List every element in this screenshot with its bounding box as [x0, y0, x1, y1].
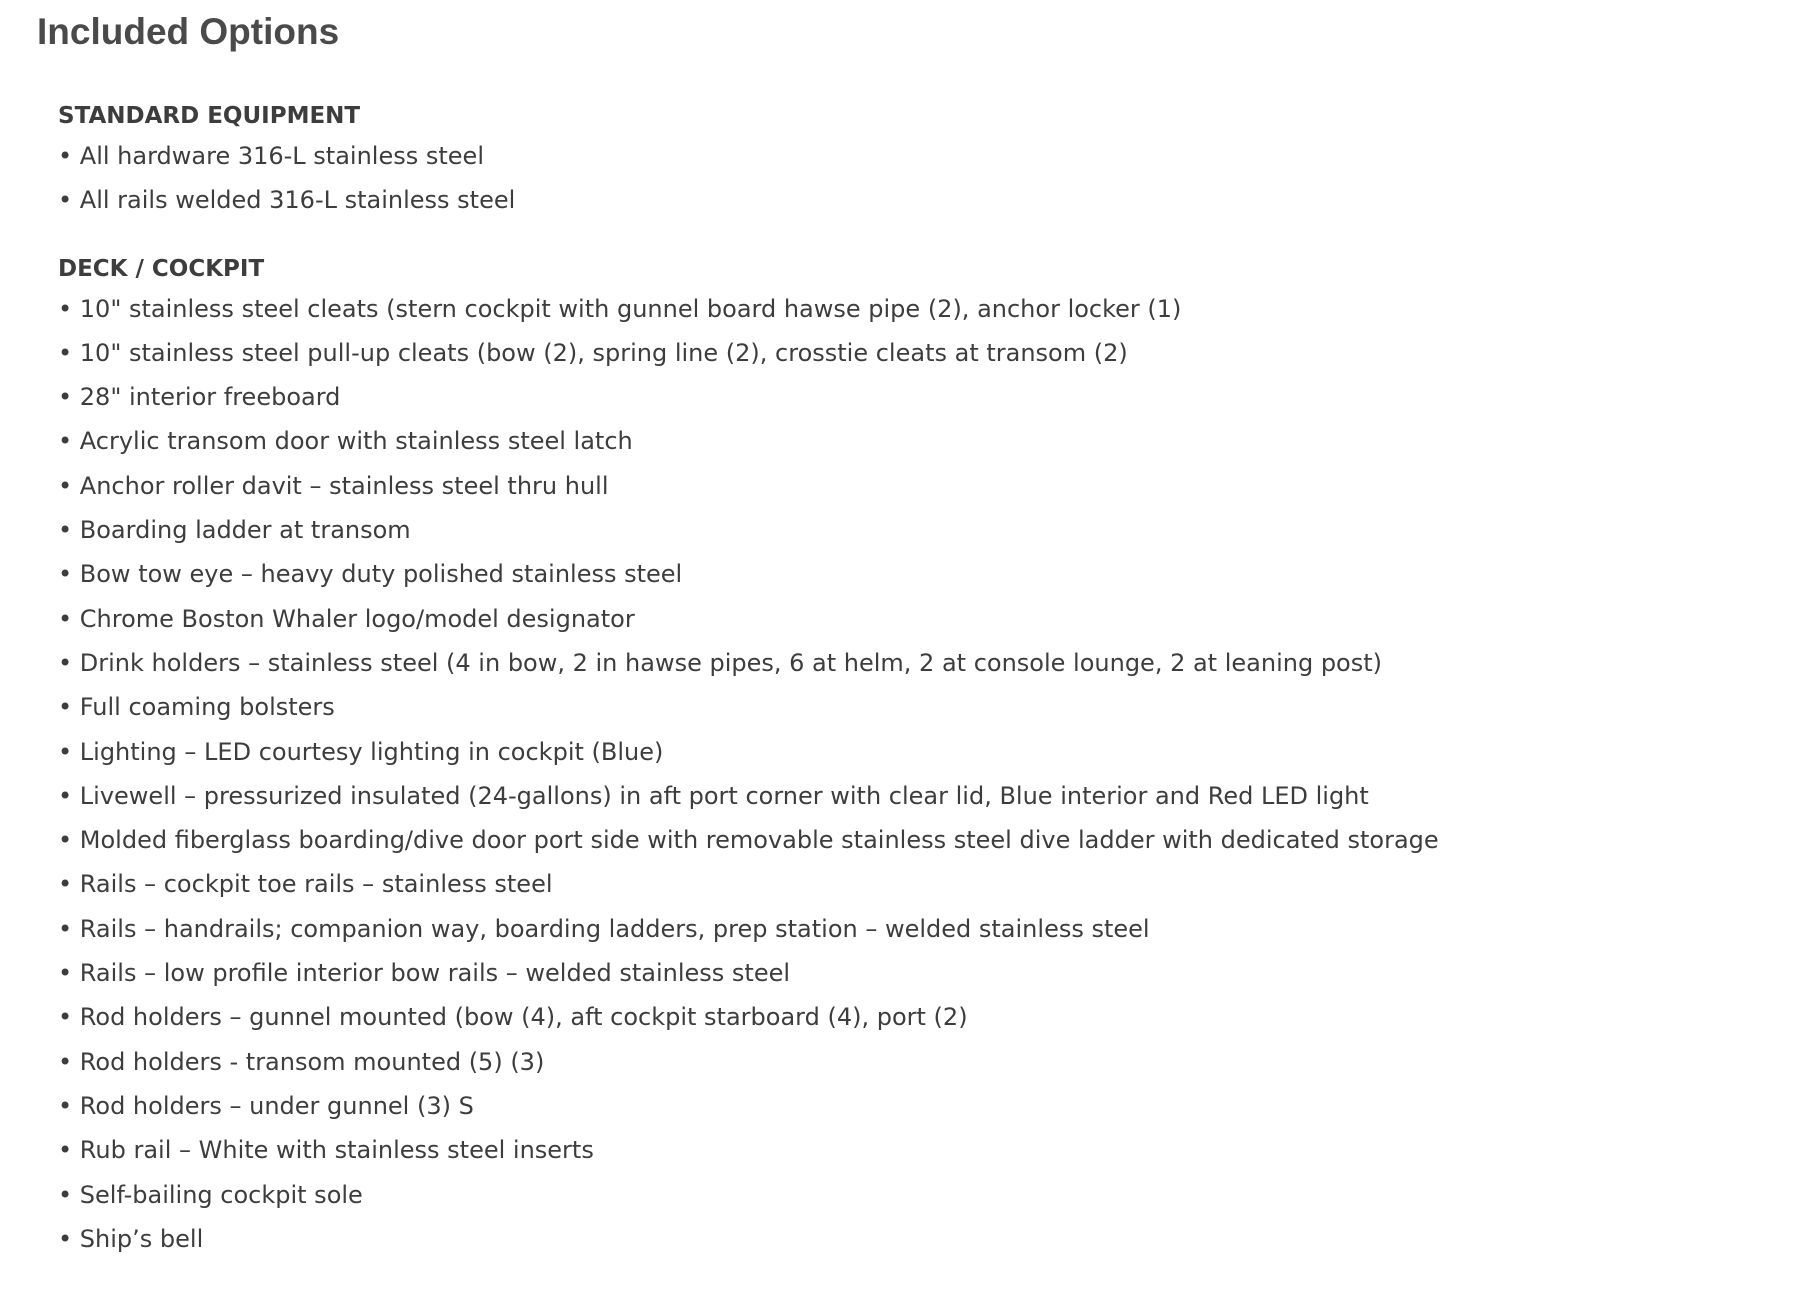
list-item: • Drink holders – stainless steel (4 in bow, 2 in hawse pipes, 6 at helm, 2 at console lounge, 2 at leaning post)	[58, 648, 1383, 677]
list-item: • Acrylic transom door with stainless steel latch	[58, 427, 633, 456]
list-item: • Rub rail – White with stainless steel inserts	[58, 1136, 594, 1165]
list-item: • Anchor roller davit – stainless steel thru hull	[58, 471, 609, 500]
list-item: • 28" interior freeboard	[58, 383, 341, 412]
section-heading: STANDARD EQUIPMENT	[58, 103, 361, 129]
list-item: • All rails welded 316-L stainless steel	[58, 186, 516, 215]
list-item: • Rod holders – under gunnel (3) S	[58, 1091, 474, 1120]
options-content	[58, 98, 1798, 1289]
section-standard-equipment	[58, 98, 1798, 223]
list-item: • Bow tow eye – heavy duty polished stainless steel	[58, 560, 683, 589]
list-item: • Full coaming bolsters	[58, 693, 335, 722]
list-item: • Rails – cockpit toe rails – stainless steel	[58, 870, 553, 899]
section-deck-cockpit	[58, 251, 1798, 1262]
option-list	[58, 134, 1798, 223]
list-item: • 10" stainless steel cleats (stern cockpit with gunnel board hawse pipe (2), anchor locker (1)	[58, 294, 1182, 323]
list-item: • 10" stainless steel pull-up cleats (bow (2), spring line (2), crosstie cleats at transom (2)	[58, 338, 1128, 367]
list-item: • Rails – low profile interior bow rails – welded stainless steel	[58, 959, 791, 988]
option-list	[58, 287, 1798, 1262]
list-item: • Chrome Boston Whaler logo/model designator	[58, 604, 635, 633]
list-item: • Rod holders - transom mounted (5) (3)	[58, 1047, 545, 1076]
page-title: Included Options	[37, 11, 340, 52]
list-item: • Self-bailing cockpit sole	[58, 1180, 363, 1209]
list-item: • Molded fiberglass boarding/dive door port side with removable stainless steel dive ladder with dedicated storage	[58, 826, 1439, 855]
list-item: • Ship’s bell	[58, 1224, 204, 1253]
list-item: • Livewell – pressurized insulated (24-gallons) in aft port corner with clear lid, Blue interior and Red LED light	[58, 781, 1369, 810]
section-heading: DECK / COCKPIT	[58, 255, 265, 282]
list-item: • Rails – handrails; companion way, boarding ladders, prep station – welded stainless steel	[58, 914, 1150, 943]
list-item: • All hardware 316-L stainless steel	[58, 142, 484, 170]
list-item: • Boarding ladder at transom	[58, 516, 411, 545]
list-item: • Rod holders – gunnel mounted (bow (4), aft cockpit starboard (4), port (2)	[58, 1003, 968, 1032]
list-item: • Lighting – LED courtesy lighting in cockpit (Blue)	[58, 737, 664, 766]
